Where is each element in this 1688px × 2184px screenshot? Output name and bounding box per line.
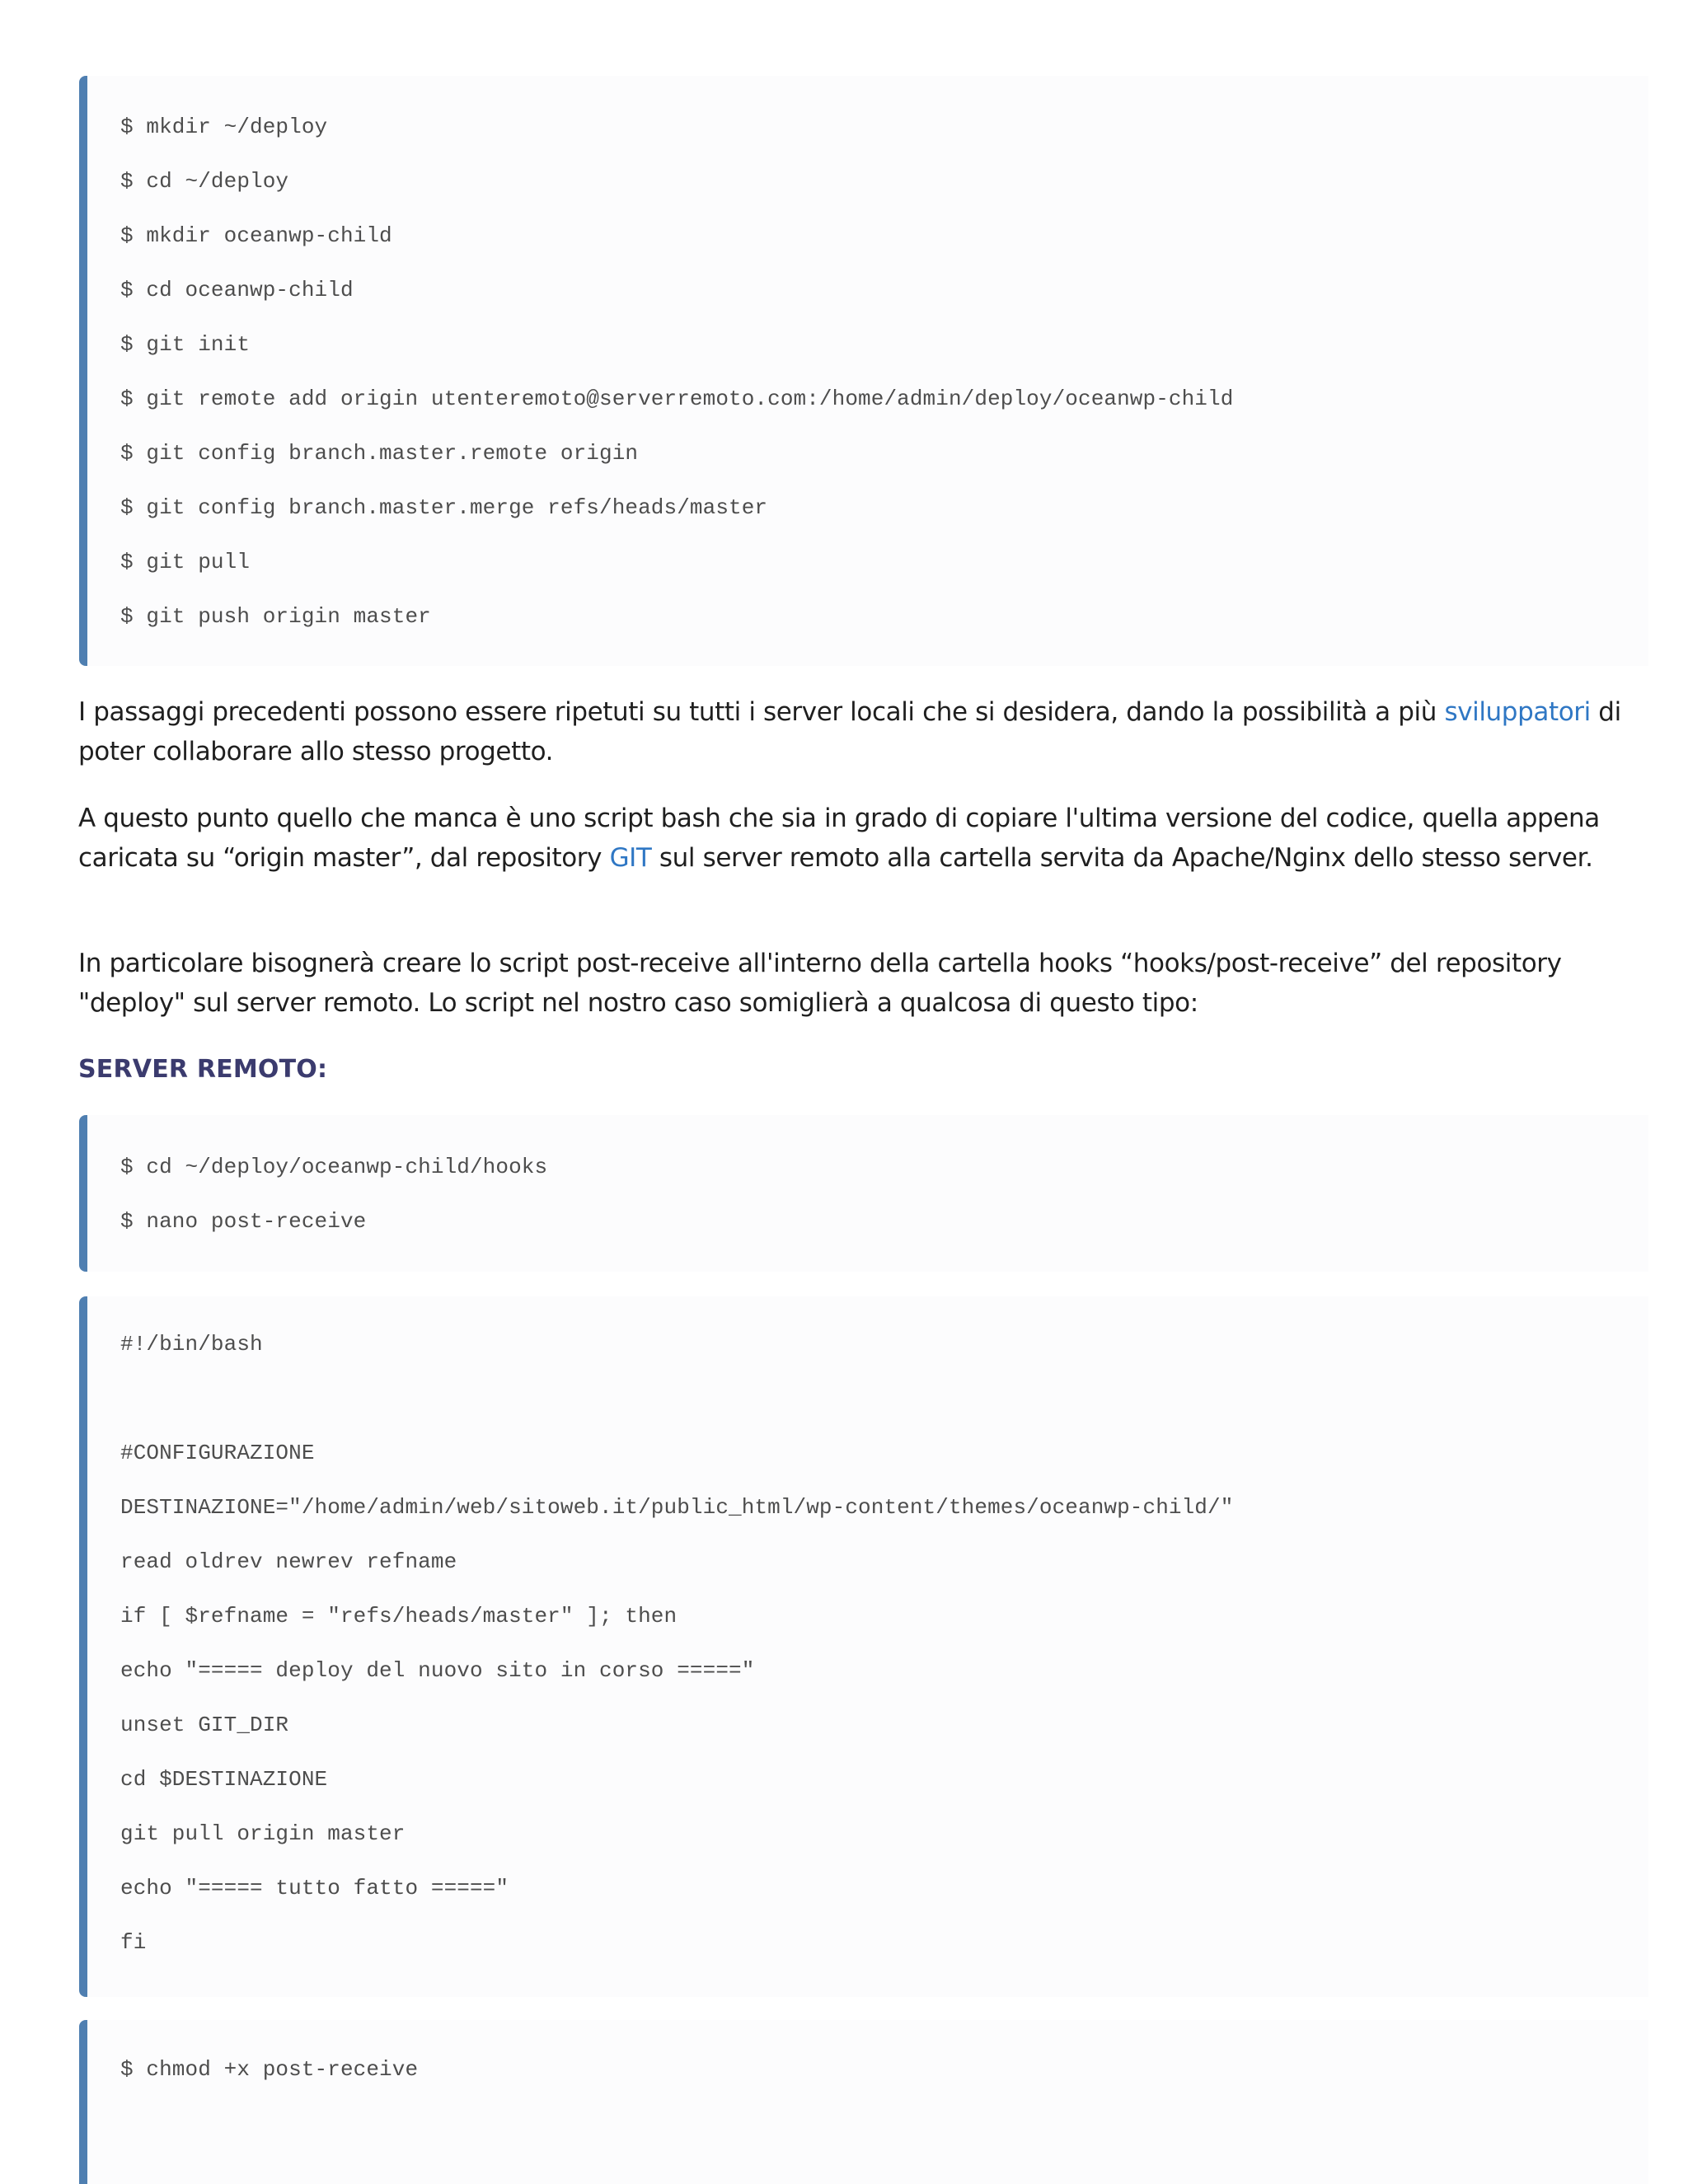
code-line: $ mkdir oceanwp-child	[120, 223, 392, 248]
code-line: $ git config branch.master.remote origin	[120, 441, 639, 466]
code-line: $ git remote add origin utenteremoto@serverremoto.com:/home/admin/deploy/oceanwp-child	[120, 387, 1234, 411]
paragraph-text: I passaggi precedenti possono essere ripetuti su tutti i server locali che si desidera, dando la possibilità a più	[78, 697, 1445, 727]
code-line: fi	[120, 1930, 147, 1955]
link-sviluppatori[interactable]: sviluppatori	[1444, 697, 1591, 727]
paragraph-text: A questo punto quello che manca è uno script bash che sia in grado di copiare l'ultima versione del codice, quella appena caricata su “origin master”, dal repository	[78, 804, 1600, 873]
code-line: #!/bin/bash	[120, 1332, 263, 1357]
code-line: $ git pull	[120, 550, 251, 574]
code-block-post-receive-script	[79, 1296, 1648, 1997]
code-line: $ cd ~/deploy	[120, 169, 289, 194]
code-block-chmod	[79, 2020, 1648, 2184]
code-line: $ git push origin master	[120, 604, 431, 629]
code-line: $ nano post-receive	[120, 1209, 367, 1234]
paragraph-developers	[78, 692, 1653, 771]
link-git[interactable]: GIT	[609, 843, 652, 873]
code-line: echo "===== tutto fatto ====="	[120, 1876, 509, 1900]
code-line: $ chmod +x post-receive	[120, 2057, 419, 2082]
code-line: $ git init	[120, 332, 251, 357]
code-line: echo "===== deploy del nuovo sito in corso ====="	[120, 1658, 755, 1683]
code-block-local-setup	[79, 76, 1648, 666]
code-line: if [ $refname = "refs/heads/master" ]; then	[120, 1604, 678, 1629]
section-heading-server-remoto: SERVER REMOTO:	[78, 1055, 328, 1084]
code-line: cd $DESTINAZIONE	[120, 1767, 328, 1792]
code-line: $ git config branch.master.merge refs/heads/master	[120, 495, 768, 520]
code-line: $ cd oceanwp-child	[120, 278, 354, 302]
code-line: read oldrev newrev refname	[120, 1549, 457, 1574]
paragraph-text: di poter collaborare allo stesso progetto.	[78, 697, 1621, 766]
code-line: git pull origin master	[120, 1821, 406, 1846]
paragraph-post-receive: In particolare bisognerà creare lo script post-receive all'interno della cartella hooks “hooks/post-receive” del repository "deploy" sul server remoto. Lo script nel nostro caso somiglierà a qualcosa di questo tipo:	[78, 949, 1562, 1018]
code-block-hooks	[79, 1115, 1648, 1272]
code-line: $ mkdir ~/deploy	[120, 115, 328, 139]
code-line: #CONFIGURAZIONE	[120, 1441, 315, 1465]
code-line: DESTINAZIONE="/home/admin/web/sitoweb.it/public_html/wp-content/themes/oceanwp-child/"	[120, 1495, 1234, 1520]
paragraph-bash-script	[78, 799, 1653, 878]
paragraph-text: sul server remoto alla cartella servita da Apache/Nginx dello stesso server.	[651, 843, 1593, 873]
code-line: $ cd ~/deploy/oceanwp-child/hooks	[120, 1155, 548, 1179]
code-line: unset GIT_DIR	[120, 1713, 289, 1737]
